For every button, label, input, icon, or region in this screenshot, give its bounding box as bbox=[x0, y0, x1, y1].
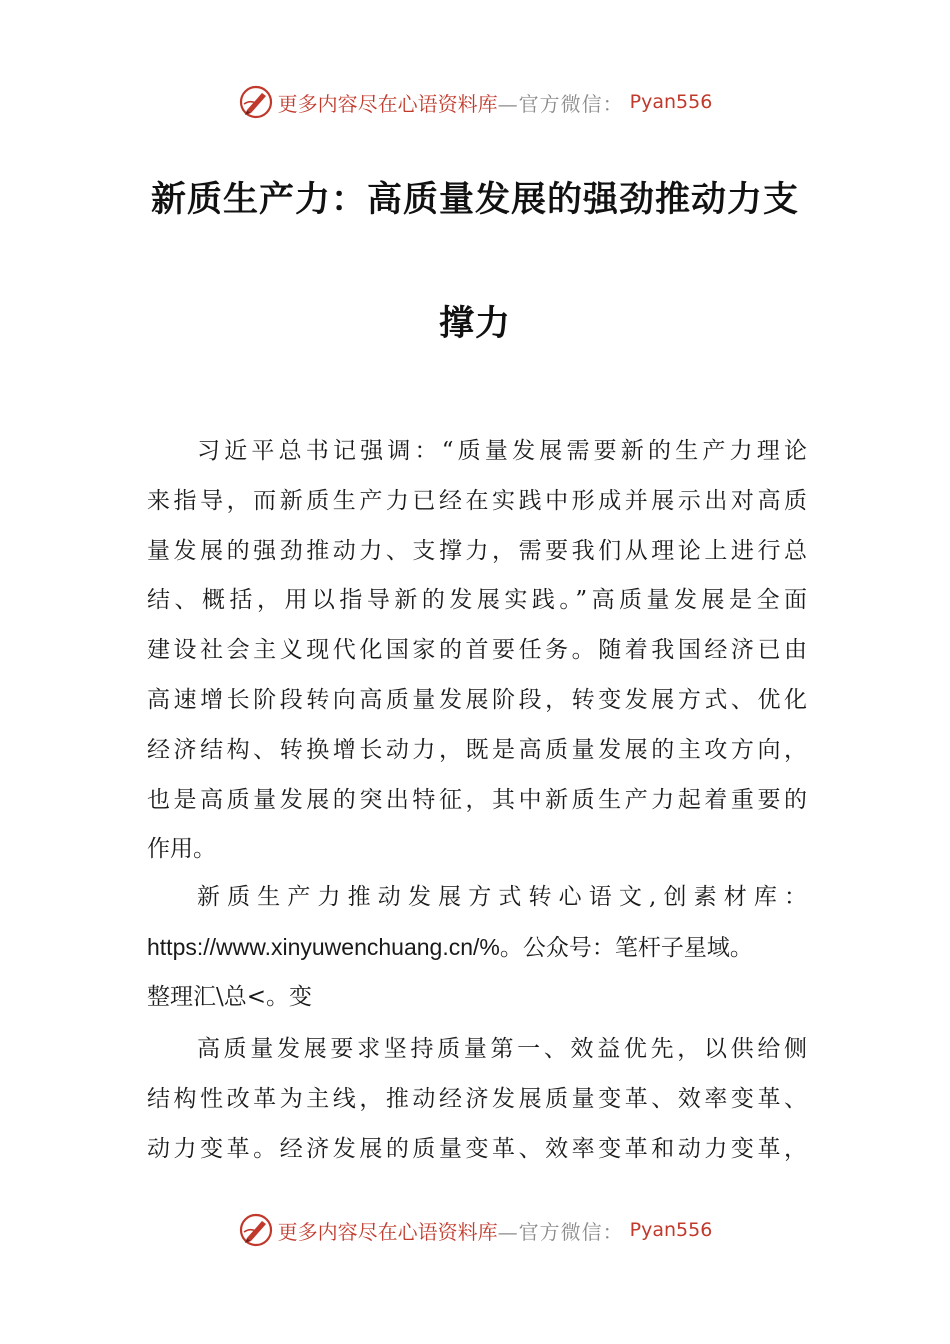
banner-site-name: 更多内容尽在心语资料库 bbox=[277, 91, 498, 116]
pen-logo-icon bbox=[238, 84, 274, 120]
banner-wechat-id: Pyan556 bbox=[629, 91, 713, 113]
paragraph-line: 也是高质量发展的突出特征，其中新质生产力起着重要的 bbox=[147, 787, 807, 813]
paragraph-line: 动力变革。经济发展的质量变革、效率变革和动力变革， bbox=[147, 1136, 807, 1162]
paragraph-line: 新质生产力推动发展方式转心语文,创素材库： bbox=[197, 884, 807, 910]
footer-banner bbox=[0, 1210, 950, 1250]
paragraph-line: 结、概括，用以指导新的发展实践。”高质量发展是全面 bbox=[147, 587, 807, 613]
paragraph-text: 。公众号：笔杆子星域。 bbox=[499, 935, 753, 961]
banner-wechat-label: —官方微信： bbox=[497, 91, 624, 116]
paragraph-line: 整理汇\总<。变 bbox=[147, 984, 313, 1010]
paragraph-line: 习近平总书记强调：“质量发展需要新的生产力理论 bbox=[197, 438, 807, 464]
paragraph-line: 建设社会主义现代化国家的首要任务。随着我国经济已由 bbox=[147, 637, 807, 663]
paragraph-line: 来指导，而新质生产力已经在实践中形成并展示出对高质 bbox=[147, 488, 807, 514]
paragraph-line: 高质量发展要求坚持质量第一、效益优先，以供给侧 bbox=[197, 1036, 807, 1062]
header-banner bbox=[0, 82, 950, 122]
banner-wechat-label: —官方微信： bbox=[497, 1219, 624, 1244]
paragraph-line-with-url bbox=[147, 932, 807, 963]
paragraph-line: 结构性改革为主线，推动经济发展质量变革、效率变革、 bbox=[147, 1086, 807, 1112]
paragraph-line: 作用。 bbox=[147, 836, 216, 862]
pen-logo-icon bbox=[238, 1212, 274, 1248]
document-title-line-1: 新质生产力：高质量发展的强劲推动力支 bbox=[150, 180, 799, 220]
document-title-line-2: 撑力 bbox=[438, 304, 511, 344]
source-url-link[interactable]: https://www.xinyuwenchuang.cn/% bbox=[147, 934, 500, 960]
banner-site-name: 更多内容尽在心语资料库 bbox=[277, 1219, 498, 1244]
banner-wechat-id: Pyan556 bbox=[629, 1219, 713, 1241]
paragraph-line: 高速增长阶段转向高质量发展阶段，转变发展方式、优化 bbox=[147, 687, 807, 713]
paragraph-line: 经济结构、转换增长动力，既是高质量发展的主攻方向， bbox=[147, 737, 807, 763]
paragraph-line: 量发展的强劲推动力、支撑力，需要我们从理论上进行总 bbox=[147, 538, 807, 564]
